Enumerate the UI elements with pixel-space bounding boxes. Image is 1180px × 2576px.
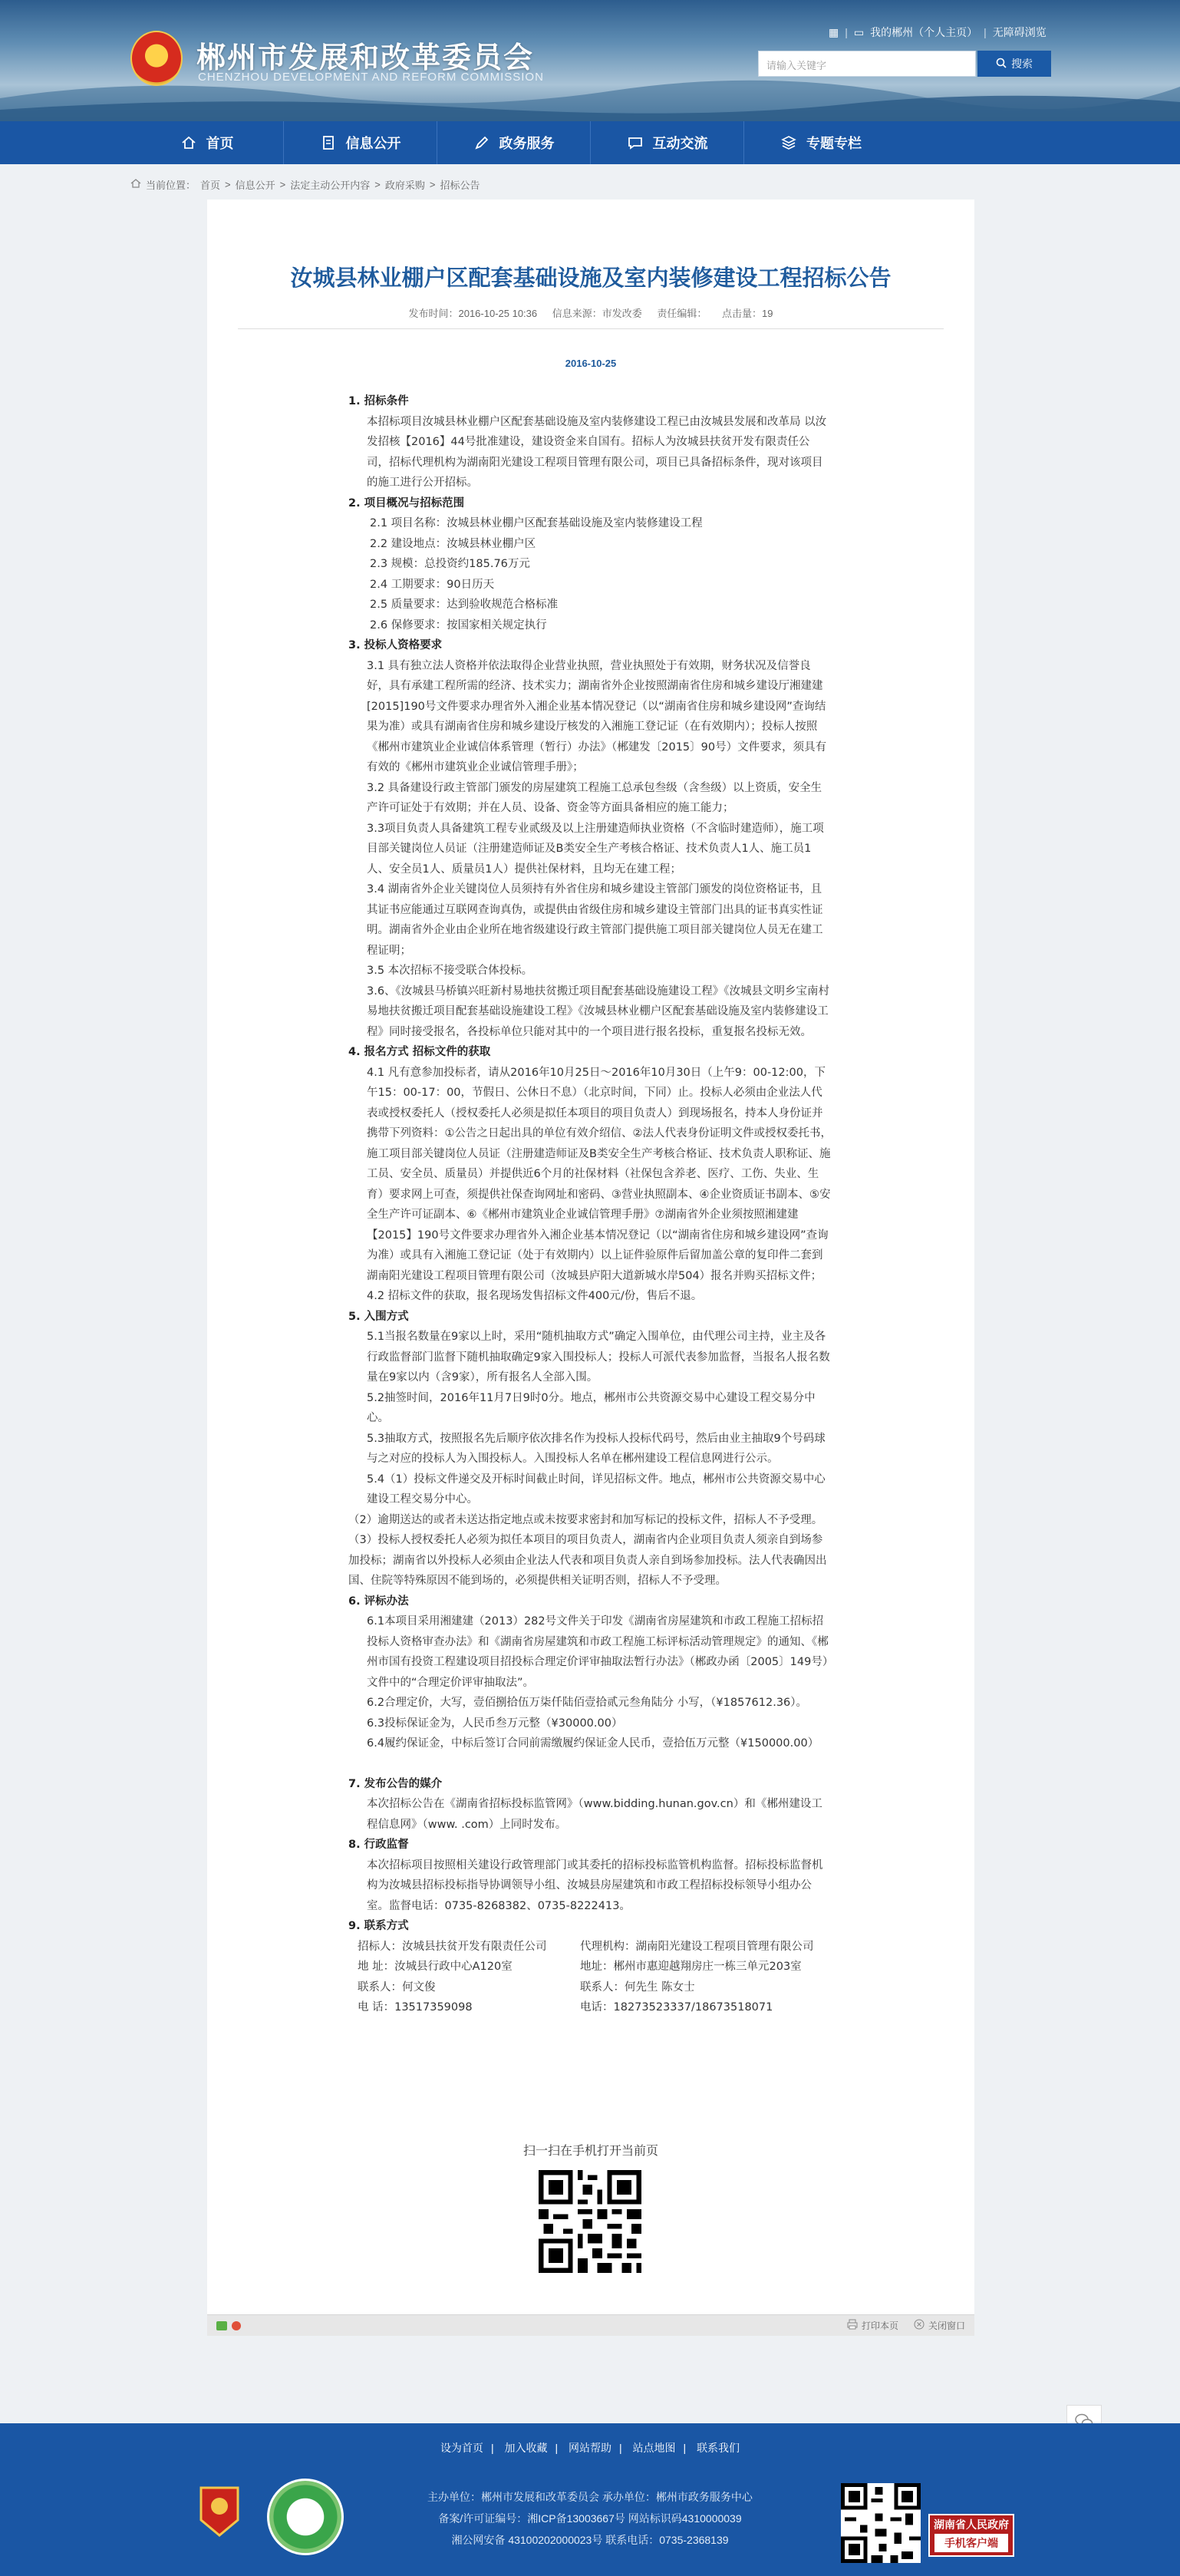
- contact-grid: [348, 1937, 832, 2018]
- main-nav-inner: [130, 121, 1051, 164]
- weibo-share-icon[interactable]: [232, 2321, 241, 2330]
- top-links: [829, 25, 1047, 40]
- section-3-paragraph: 3.4 湖南省外企业关键岗位人员须持有外省住房和城乡建设主管部门颁发的岗位资格证书，且其证书应能通过互联网查询真伪，或提供由省级住房和城乡建设主管部门出具的证书真实性证明。湖南省外企业由企业所在地省级建设行政主管部门提供施工项目部关键岗位人员无在建工程证明；: [367, 883, 823, 957]
- article-meta: [207, 305, 974, 320]
- site-footer: [0, 2423, 1180, 2576]
- gov-badge-line2: 手机客户端: [934, 2534, 1008, 2552]
- section-3-paragraph: 3.1 具有独立法人资格并依法取得企业营业执照，营业执照处于有效期，财务状况及信誉良好，具有承建工程所需的经济、技术实力；湖南省外企业按照湖南省住房和城乡建设厅湘建建[2015]190号文件要求办理省外入湘企业基本情况登记（以“湖南省住房和城乡建设网”查询结果为准）或具有湖南省住房和城乡建设厅核发的入湘施工登记证（在有效期内）；投标人按照《郴州市建筑业企业诚信体系管理（暂行）办法》（郴建发〔2015〕90号）文件要求，须具有有效的《郴州市建筑业企业诚信管理手册》；: [367, 659, 827, 773]
- title-divider: [238, 328, 944, 329]
- search-button-label: 搜索: [1011, 58, 1033, 70]
- section-2-item: 2.4 工期要求：90日历天: [370, 578, 495, 591]
- toolbar-right: [847, 2319, 965, 2332]
- footer-link-contact[interactable]: 联系我们: [697, 2442, 740, 2454]
- main-nav: [0, 121, 1180, 164]
- article-body: [348, 391, 832, 2018]
- print-icon: [847, 2319, 858, 2332]
- contact-address-2: 地址：郴州市惠迎越翔房庄一栋三单元203室: [580, 1961, 802, 1973]
- section-3-paragraph: 3.3项目负责人具备建筑工程专业贰级及以上注册建造师执业资格（不含临时建造师），施工项目部关键岗位人员证（注册建造师证及B类安全生产考核合格证、技术负责人1人、施工员1人、安全员1人、质量员1人）提供社保材料，且均无在建工程；: [367, 822, 824, 876]
- section-2-item: 2.2 建设地点：汝城县林业棚户区: [370, 537, 536, 550]
- layers-icon: [780, 134, 797, 151]
- contact-person-1: 联系人：何文俊: [358, 1981, 436, 1994]
- contact-address-1: 地 址：汝城县行政中心A120室: [358, 1961, 513, 1973]
- footer-police: 湘公网安备 43100202000023号 联系电话：0735-2368139: [451, 2534, 729, 2546]
- close-window-button[interactable]: [914, 2319, 965, 2332]
- breadcrumb-item-info[interactable]: 信息公开: [235, 179, 275, 191]
- print-button[interactable]: [847, 2319, 898, 2332]
- info-source: 信息来源：市发改委: [552, 308, 642, 319]
- chat-icon: [627, 134, 644, 151]
- contact-person-2: 联系人：何先生 陈女士: [580, 1981, 695, 1994]
- section-4-paragraph: 4.1 凡有意参加投标者，请从2016年10月25日～2016年10月30日（上午9：00-12:00，下午15：00-17：00，节假日、公休日不息）（北京时间，下同）止。投标人必须由企业法人代表或授权委托人（授权委托人必须是拟任本项目的项目负责人）到现场报名，持本人身份证并携带下列资料：①公告之日起出具的单位有效介绍信、②法人代表身份证明文件或授权委托书，施工项目部关键岗位人员证（注册建造师证及B类安全生产考核合格证、技术负责人职称证、施工员、安全员、质量员）并提供近6个月的社保材料（社保包含养老、医疗、工伤、失业、生育）要求网上可查，须提供社保查询网址和密码、③营业执照副本、④企业资质证书副本、⑤安全生产许可证副本、⑥《郴州市建筑业企业诚信管理手册》⑦湖南省外企业须按照湘建建【2015】190号文件要求办理省外入湘企业基本情况登记（以“湖南省住房和城乡建设网”查询为准）或具有入湘施工登记证（处于有效期内）以上证件验原件后留加盖公章的复印件二套到湖南阳光建设工程项目管理有限公司（汝城县庐阳大道新城水岸504）报名并购买招标文件；: [367, 1066, 832, 1282]
- nav-info-public-label: 信息公开: [345, 136, 401, 151]
- section-2-title: 2. 项目概况与招标范围: [348, 496, 465, 510]
- breadcrumb-prefix: 当前位置：: [146, 179, 196, 191]
- footer-icp: 备案/许可证编号：湘ICP备13003667号 网站标识码4310000039: [438, 2512, 742, 2525]
- breadcrumb-sep: >: [225, 178, 231, 190]
- search-input[interactable]: 请输入关键字: [758, 51, 976, 77]
- content-panel: [207, 200, 974, 2336]
- nav-special[interactable]: [744, 121, 898, 164]
- page-qr-code-icon: [539, 2170, 641, 2273]
- editor: 责任编辑：: [657, 308, 707, 319]
- section-2-item: 2.6 保修要求：按国家相关规定执行: [370, 618, 547, 632]
- gov-badge-line1: 湖南省人民政府: [934, 2518, 1009, 2531]
- breadcrumb-sep: >: [279, 178, 286, 190]
- section-6-paragraph: 6.2合理定价，大写，壹佰捌拾伍万柒仟陆佰壹拾贰元叁角陆分 小写，（¥1857612.36）。: [367, 1697, 808, 1709]
- nav-interaction-label: 互动交流: [652, 136, 708, 151]
- section-4-paragraph: 4.2 招标文件的获取，报名现场发售招标文件400元/份，售后不退。: [367, 1290, 703, 1302]
- search-icon: [996, 58, 1007, 71]
- nav-home-label: 首页: [206, 136, 234, 151]
- section-6-title: 6. 评标办法: [348, 1595, 409, 1608]
- print-label: 打印本页: [861, 2320, 898, 2331]
- hunan-gov-app-badge[interactable]: [928, 2514, 1014, 2557]
- section-3-paragraph: 3.5 本次招标不接受联合体投标。: [367, 965, 533, 977]
- nav-info-public[interactable]: [284, 121, 437, 164]
- nav-special-label: 专题专栏: [806, 136, 862, 151]
- nav-gov-service[interactable]: [437, 121, 591, 164]
- section-5-paragraph: 5.1当报名数量在9家以上时，采用“随机抽取方式”确定入围单位，由代理公司主持，业主及各行政监督部门监督下随机抽取确定9家入围投标人；投标人可派代表参加监督，当报名人报名数量在9家以内（含9家），所有报名人全部入围。: [367, 1331, 830, 1384]
- page-title: 汝城县林业棚户区配套基础设施及室内装修建设工程招标公告: [290, 266, 892, 291]
- home-icon: [180, 134, 197, 151]
- article-date: 2016-10-25: [565, 358, 617, 369]
- footer-qr-code-icon: [841, 2483, 921, 2563]
- site-title[interactable]: 郴州市发展和改革委员会: [196, 42, 535, 74]
- section-5-paragraph: 5.2抽签时间，2016年11月7日9时0分。地点，郴州市公共资源交易中心建设工程交易分中心。: [367, 1391, 816, 1424]
- hit-count: 点击量：19: [722, 308, 773, 319]
- section-6-paragraph: 6.3投标保证金为，人民币叁万元整（¥30000.00）: [367, 1717, 623, 1730]
- close-icon: [914, 2319, 925, 2332]
- section-3-paragraph: 3.6、《汝城县马桥镇兴旺新村易地扶贫搬迁项目配套基础设施建设工程》《汝城县文明乡宝南村易地扶贫搬迁项目配套基础设施建设工程》《汝城县林业棚户区配套基础设施及室内装修建设工程》同时接受报名，各投标单位只能对其中的一个项目进行报名投标，重复报名投标无效。: [367, 985, 830, 1038]
- contact-agent: 代理机构：湖南阳光建设工程项目管理有限公司: [580, 1940, 814, 1953]
- footer-link-favorite[interactable]: 加入收藏: [504, 2442, 548, 2454]
- section-1-paragraph: 本招标项目汝城县林业棚户区配套基础设施及室内装修建设工程已由汝城县发展和改革局 以汝发招核【2016】44号批准建设，建设资金来自国有。招标人为汝城县扶贫开发有限责任公司，招标代理机构为湖南阳光建设工程项目管理有限公司，项目已具备招标条件，现对该项目的施工进行公开招标。: [367, 415, 827, 489]
- breadcrumb: [130, 173, 1051, 195]
- contact-phone-2: 电话：18273523337/18673518071: [580, 2001, 773, 2014]
- site-subtitle: CHENZHOU DEVELOPMENT AND REFORM COMMISSION: [198, 71, 544, 84]
- section-5-paragraph: 5.4（1）投标文件递交及开标时间截止时间，详见招标文件。地点，郴州市公共资源交易中心建设工程交易分中心。: [367, 1473, 826, 1506]
- pen-icon: [473, 134, 490, 151]
- section-8-title: 8. 行政监督: [348, 1839, 409, 1851]
- accessibility-link[interactable]: 无障碍浏览: [992, 26, 1047, 38]
- footer-links: 设为首页 | 加入收藏 | 网站帮助 | 站点地图 | 联系我们: [440, 2442, 740, 2454]
- article-toolbar: [207, 2314, 974, 2336]
- contact-phone-1: 电 话：13517359098: [358, 2001, 473, 2014]
- section-2-item: 2.3 规模：总投资约185.76万元: [370, 558, 530, 570]
- publish-time: 发布时间：2016-10-25 10:36: [408, 308, 538, 319]
- nav-home[interactable]: [130, 121, 284, 164]
- section-4-title: 4. 报名方式 招标文件的获取: [348, 1046, 491, 1058]
- close-label: 关闭窗口: [928, 2320, 965, 2331]
- section-6-paragraph: 6.1本项目采用湘建建（2013）282号文件关于印发《湖南省房屋建筑和市政工程施工招标招投标人资格审查办法》和《湖南省房屋建筑和市政工程施工标评标活动管理规定》的通知、《郴州市国有投资工程建设项目招投标合理定价评审抽取法暂行办法》（郴政办函〔2005〕149号）文件中的“合理定价评审抽取法”。: [367, 1615, 829, 1689]
- qr-label: 扫一扫在手机打开当前页: [522, 2145, 658, 2158]
- footer-link-homepage[interactable]: 设为首页: [440, 2442, 483, 2454]
- section-7-title: 7. 发布公告的媒介: [348, 1777, 443, 1790]
- breadcrumb-item-procurement[interactable]: 政府采购: [384, 179, 425, 191]
- section-9-title: 9. 联系方式: [348, 1920, 409, 1932]
- breadcrumb-sep: >: [429, 178, 436, 190]
- sep-2: |: [984, 26, 987, 38]
- nav-gov-service-label: 政务服务: [499, 136, 555, 151]
- section-5-paragraph: 5.3抽取方式，按照报名先后顺序依次排名作为投标人投标代码号，然后由业主抽取9个号码球与之对应的投标人为入围投标人。入围投标人名单在郴州建设工程信息网进行公示。: [367, 1432, 826, 1465]
- section-5-title: 5. 入围方式: [348, 1310, 409, 1323]
- section-2-item: 2.5 质量要求：达到验收规范合格标准: [370, 599, 559, 611]
- national-emblem-icon: [130, 31, 183, 86]
- document-icon: [320, 134, 337, 151]
- nav-interaction[interactable]: [591, 121, 744, 164]
- section-5-paragraph: （2）逾期送达的或者未送达指定地点或未按要求密封和加写标记的投标文件，招标人不予受理。（3）投标人授权委托人必须为拟任本项目的项目负责人，湖南省内企业项目负责人须亲自到场参加投标；湖南省以外投标人必须由企业法人代表和项目负责人亲自到场参加投标。法人代表确因出国、住院等特殊原因不能到场的，必须提供相关证明否则，招标人不予受理。: [348, 1513, 827, 1587]
- section-3-paragraph: 3.2 具备建设行政主管部门颁发的房屋建筑工程施工总承包叁级（含叁级）以上资质，安全生产许可证处于有效期；并在人员、设备、资金等方面具备相应的施工能力；: [367, 781, 822, 814]
- breadcrumb-sep: >: [374, 178, 381, 190]
- footer-link-help[interactable]: 网站帮助: [569, 2442, 611, 2454]
- section-1-title: 1. 招标条件: [348, 395, 409, 407]
- section-3-title: 3. 投标人资格要求: [348, 639, 443, 651]
- section-2-item: 2.1 项目名称：汝城县林业棚户区配套基础设施及室内装修建设工程: [370, 517, 703, 529]
- footer-sponsor: 主办单位：郴州市发展和改革委员会 承办单位：郴州市政务服务中心: [427, 2491, 753, 2503]
- section-8-paragraph: 本次招标项目按照相关建设行政管理部门或其委托的招标投标监管机构监督。招标投标监督机构为汝城县招标投标指导协调领导小组、汝城县房屋建筑和市政工程招标投标领导小组办公室。监督电话：0735-8268382、0735-8222413。: [367, 1859, 823, 1912]
- share-icon: ▦: [829, 25, 839, 38]
- location-home-icon: [130, 178, 141, 191]
- breadcrumb-item-tender[interactable]: 招标公告: [440, 179, 480, 191]
- monitor-icon: ▭: [853, 25, 865, 38]
- section-7-paragraph: 本次招标公告在《湖南省招标投标监管网》（www.bidding.hunan.gov.cn）和《郴州建设工程信息网》（www. .com）上同时发布。: [367, 1798, 822, 1831]
- search-button[interactable]: [977, 51, 1051, 77]
- site-header: [0, 0, 1180, 121]
- section-6-paragraph: 6.4履约保证金，中标后签订合同前需缴履约保证金人民币，壹拾伍万元整（¥150000.00）: [367, 1737, 819, 1750]
- my-chenzhou-link[interactable]: 我的郴州（个人主页）: [870, 26, 978, 38]
- wechat-share-icon[interactable]: [216, 2321, 227, 2330]
- share-group: [216, 2321, 241, 2330]
- sep-1: |: [845, 26, 848, 38]
- spacer: [348, 1754, 832, 1774]
- contact-tenderee: 招标人：汝城县扶贫开发有限责任公司: [358, 1940, 547, 1953]
- footer-link-sitemap[interactable]: 站点地图: [632, 2442, 676, 2454]
- breadcrumb-item-legal[interactable]: 法定主动公开内容: [290, 179, 371, 191]
- breadcrumb-item-home[interactable]: 首页: [200, 179, 221, 191]
